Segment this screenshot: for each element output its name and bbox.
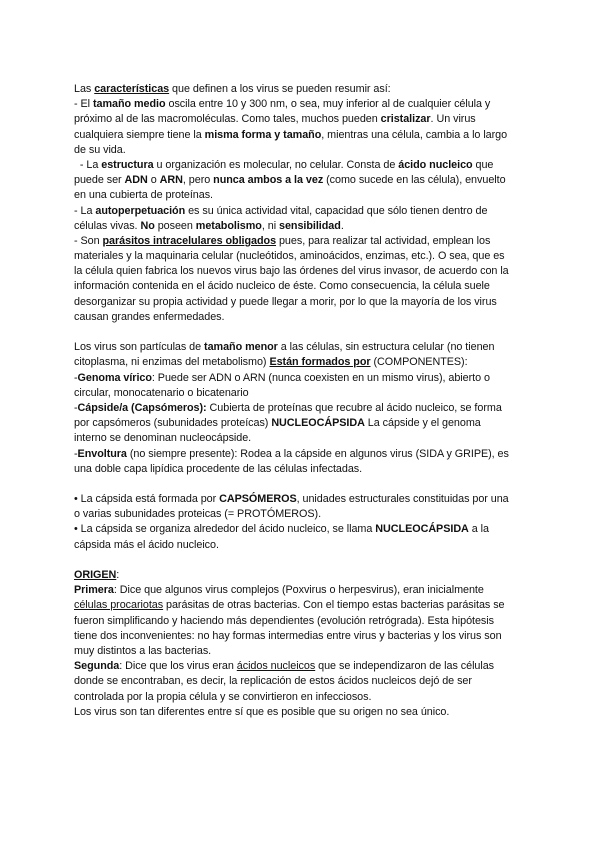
text-segment: por capsómeros (subunidades proteícas)	[74, 417, 272, 430]
text-line	[74, 188, 534, 203]
text-line	[74, 295, 534, 310]
blank-line	[74, 553, 534, 568]
text-segment: - La	[74, 204, 96, 217]
text-segment: - La	[74, 158, 102, 171]
text-segment: citoplasma, ni enzimas del metabolismo)	[74, 356, 270, 369]
text-line	[74, 401, 534, 416]
text-segment: interno se denominan nucleocápside.	[74, 432, 252, 445]
text-segment: , pero	[182, 174, 214, 187]
text-line	[74, 158, 534, 173]
text-segment: fueron simplificando y haciendo más dependientes (evolución retrógrada). Esta hipótesis	[74, 614, 494, 627]
text-segment: NUCLEOCÁPSIDA	[271, 417, 365, 430]
text-segment: .	[340, 219, 344, 232]
text-segment: ARN	[159, 174, 183, 187]
text-segment: donde se encontraban, es decir, la replicación de estos ácidos nucleicos dejó de ser	[74, 675, 472, 688]
text-segment: : Dice que algunos virus complejos (Poxvirus o herpesvirus), eran inicialmente	[113, 584, 484, 597]
text-line	[74, 234, 534, 249]
text-segment: tiene dos inconvenientes: no hay formas intermedias entre virus y bacterias y los virus son	[74, 629, 502, 642]
text-segment: a las células, sin estructura celular (no tienen	[277, 341, 495, 354]
text-segment: poseen	[154, 219, 196, 232]
text-segment: la célula quien fabrica los nuevos virus bajo las órdenes del virus invasor, de acuerdo con la	[74, 265, 509, 278]
text-segment: cápsida más el ácido nucleico.	[74, 538, 219, 551]
text-line	[74, 507, 534, 522]
text-segment: - Son	[74, 234, 103, 247]
text-segment: que se independizaron de las células	[315, 660, 495, 673]
text-segment: Segunda	[74, 660, 120, 673]
text-segment: estructura	[101, 158, 154, 171]
text-line	[74, 204, 534, 219]
text-line	[74, 249, 534, 264]
text-segment: Cápside/a (Capsómeros):	[77, 401, 207, 414]
text-segment: desorganizar su propia actividad y puede llegar a morir, por lo que la mayoría de los virus	[74, 295, 497, 308]
text-segment: (no siempre presente): Rodea a la cápside en algunos virus (SIDA y GRIPE), es	[126, 447, 509, 460]
text-segment: Los virus son tan diferentes entre sí que es posible que su origen no sea único.	[74, 705, 450, 718]
text-segment: células vivas.	[74, 219, 141, 232]
text-line	[74, 82, 534, 97]
document-body	[74, 82, 534, 720]
text-segment: información contenida en el ácido nucleico de éste. Como consecuencia, la célula suele	[74, 280, 490, 293]
text-segment: , unidades estructurales constituidas por una	[296, 493, 509, 506]
text-segment: oscila entre 10 y 300 nm, o sea, muy inferior al de cualquier célula y	[165, 98, 491, 111]
text-segment: metabolismo	[195, 219, 262, 232]
text-segment: Los virus son partículas de	[74, 341, 205, 354]
text-segment: materiales y la maquinaria celular (nucleótidos, aminoácidos, enzimas, etc.). O sea, que es	[74, 250, 505, 263]
text-segment: . Un virus	[430, 113, 476, 126]
text-segment: de su vida.	[74, 143, 126, 156]
text-segment: sensibilidad	[279, 219, 341, 232]
text-line	[74, 219, 534, 234]
text-segment: una doble capa lipídica procedente de las células infectadas.	[74, 462, 363, 475]
text-segment: : Dice que los virus eran	[119, 660, 237, 673]
text-segment: • La cápsida se organiza alrededor del ácido nucleico, se llama	[74, 523, 376, 536]
text-line	[74, 279, 534, 294]
text-segment: que	[472, 158, 494, 171]
text-segment: tamaño menor	[204, 341, 278, 354]
text-segment: u organización es molecular, no celular. Consta de	[153, 158, 399, 171]
text-line	[74, 112, 534, 127]
text-segment: causan grandes enfermedades.	[74, 310, 225, 323]
text-segment: No	[140, 219, 155, 232]
text-segment: pues, para realizar tal actividad, emplean los	[276, 234, 491, 247]
text-segment: cualquiera siempre tiene la	[74, 128, 205, 141]
text-segment: Las	[74, 83, 95, 95]
text-segment: ácido nucleico	[398, 158, 473, 171]
text-line	[74, 310, 534, 325]
text-segment: ácidos nucleicos	[236, 660, 316, 673]
text-line	[74, 674, 534, 689]
text-segment: Cubierta de proteínas que recubre al ácido nucleico, se forma	[206, 401, 502, 414]
text-segment: -	[74, 401, 78, 414]
text-segment: próximo al de las macromoléculas. Como tales, muchos pueden	[74, 113, 381, 126]
text-segment: CAPSÓMEROS	[219, 493, 297, 506]
text-segment: Envoltura	[77, 447, 127, 460]
text-segment: parásitas de otras bacterias. Con el tiempo estas bacterias parásitas se	[163, 599, 505, 612]
text-line	[74, 644, 534, 659]
text-segment: muy distintos a las bacterias.	[74, 644, 212, 657]
text-segment: cristalizar	[380, 113, 431, 126]
text-line	[74, 598, 534, 613]
text-line	[74, 492, 534, 507]
text-line	[74, 659, 534, 674]
text-segment: o varias subunidades proteicas (= PROTÓMEROS).	[74, 508, 322, 521]
text-line	[74, 568, 534, 583]
text-line	[74, 522, 534, 537]
text-line	[74, 538, 534, 553]
text-line	[74, 416, 534, 431]
text-line	[74, 143, 534, 158]
text-line	[74, 371, 534, 386]
text-segment: ADN	[124, 174, 148, 187]
text-line	[74, 447, 534, 462]
text-line	[74, 690, 534, 705]
text-segment: Primera	[74, 584, 114, 597]
text-segment: parásitos intracelulares obligados	[102, 234, 277, 247]
blank-line	[74, 477, 534, 492]
text-line	[74, 583, 534, 598]
text-segment: que definen a los virus se pueden resumir así:	[169, 83, 391, 95]
text-segment: ORIGEN	[74, 569, 117, 581]
text-segment: - El	[74, 98, 93, 111]
text-segment: tamaño medio	[92, 98, 166, 111]
text-line	[74, 173, 534, 188]
text-line	[74, 705, 534, 720]
text-segment: :	[116, 569, 120, 581]
text-segment: -	[74, 447, 78, 460]
text-segment: controlada por la propia célula y se convirtieron en infecciosos.	[74, 690, 372, 703]
text-line	[74, 629, 534, 644]
text-segment: (como sucede en las célula), envuelto	[323, 174, 506, 187]
text-segment: nunca ambos a la vez	[213, 174, 324, 187]
text-segment: a la	[468, 523, 489, 536]
text-segment: , mientras una célula, cambia a lo largo	[321, 128, 508, 141]
text-segment: La cápside y el genoma	[364, 417, 481, 430]
text-line	[74, 97, 534, 112]
text-segment: células procariotas	[74, 599, 164, 612]
text-segment: : Puede ser ADN o ARN (nunca coexisten en un mismo virus), abierto o	[151, 371, 490, 384]
text-segment: Están formados por	[269, 356, 371, 369]
text-line	[74, 340, 534, 355]
text-segment: NUCLEOCÁPSIDA	[375, 523, 469, 536]
text-line	[74, 355, 534, 370]
text-segment: o	[147, 174, 160, 187]
text-segment: (COMPONENTES):	[370, 356, 468, 369]
text-segment: Genoma vírico	[77, 371, 152, 384]
text-line	[74, 614, 534, 629]
text-line	[74, 128, 534, 143]
text-line	[74, 264, 534, 279]
text-segment: • La cápsida está formada por	[74, 493, 220, 506]
text-segment: , ni	[261, 219, 279, 232]
text-segment: circular, monocatenario o bicatenario	[74, 386, 249, 399]
text-segment: puede ser	[74, 174, 125, 187]
text-segment: es su única actividad vital, capacidad que sólo tienen dentro de	[185, 204, 488, 217]
blank-line	[74, 325, 534, 340]
text-segment: en una cubierta de proteínas.	[74, 189, 214, 202]
text-segment: -	[74, 371, 78, 384]
text-line	[74, 386, 534, 401]
text-segment: características	[94, 83, 170, 95]
text-segment: autoperpetuación	[95, 204, 186, 217]
text-segment: misma forma y tamaño	[204, 128, 322, 141]
text-line	[74, 431, 534, 446]
text-line	[74, 462, 534, 477]
